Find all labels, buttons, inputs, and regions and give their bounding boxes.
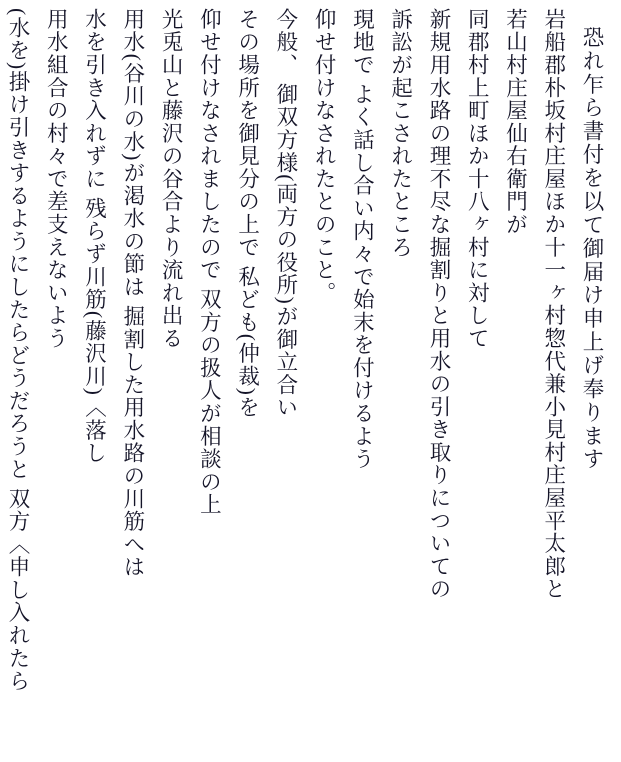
text-line-2: 若山村庄屋仙右衛門が [503,8,528,236]
text-line-4: 新規用水路の理不尽な掘割りと用水の引き取りについての [426,8,451,601]
document-title: 恐れ乍ら書付を以て御届け申上げ奉ります [580,26,604,472]
text-line-14: 用水組合の村々で差支えないよう [44,8,69,350]
vertical-text-body [8,8,611,756]
text-line-5: 訴訟が起こされたところ [388,8,413,259]
text-line-8: 今般、 御双方様(両方の役所)が御立合い [273,8,298,419]
text-line-9: その場所を御見分の上で 私ども(仲裁)を [235,8,260,419]
text-line-3: 同郡村上町ほか十八ヶ村に対して [465,8,490,350]
text-line-12: 用水(谷川の水)が渇水の節は 掘割した用水路の川筋へは [120,8,145,579]
text-line-13: 水を引き入れずに 残らず川筋(藤沢川)〈落し [82,8,107,465]
text-line-11: 光兎山と藤沢の谷合より流れ出る [159,8,184,350]
text-line-1: 岩船郡朴坂村庄屋ほか十一ヶ村惣代兼小見村庄屋平太郎と [541,8,566,601]
text-line-15: (水を)掛け引きするようにしたらどうだろうと 双方〈申し入れたら [6,8,31,693]
text-line-7: 仰せ付けなされたとのこと。 [312,8,337,305]
text-line-10: 仰せ付けなされましたので 双方の扱人が相談の上 [197,8,222,517]
text-line-6: 現地で よく話し合い内々で始末を付けるよう [350,8,375,471]
